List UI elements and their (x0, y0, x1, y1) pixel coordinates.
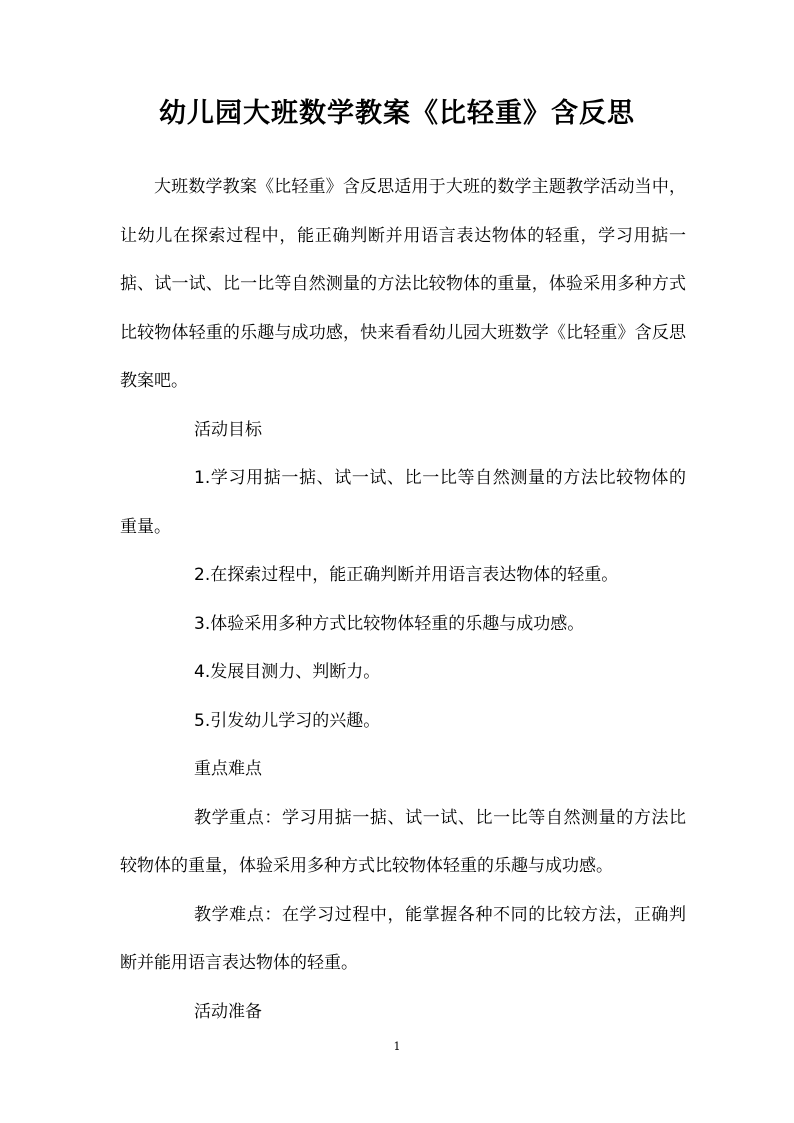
document-body (120, 163, 686, 1036)
section-heading-goals: 活动目标 (194, 419, 262, 440)
goal-item-2: 2.在探索过程中，能正确判断并用语言表达物体的轻重。 (194, 565, 619, 585)
goal-item-4: 4.发展目测力、判断力。 (194, 662, 381, 682)
goal-item-3: 3.体验采用多种方式比较物体轻重的乐趣与成功感。 (194, 613, 585, 634)
section-heading-preparation: 活动准备 (194, 1001, 262, 1022)
teaching-focus-paragraph: 教学重点：学习用掂一掂、试一试、比一比等自然测量的方法比较物体的重量，体验采用多种方式比较物体轻重的乐趣与成功感。 (120, 807, 686, 876)
teaching-difficulty-paragraph: 教学难点：在学习过程中，能掌握各种不同的比较方法，正确判断并能用语言表达物体的轻重。 (120, 904, 686, 973)
goal-item-5: 5.引发幼儿学习的兴趣。 (194, 710, 381, 731)
intro-paragraph: 大班数学教案《比轻重》含反思适用于大班的数学主题教学活动当中，让幼儿在探索过程中，能正确判断并用语言表达物体的轻重，学习用掂一掂、试一试、比一比等自然测量的方法比较物体的重量，体验采用多种方式比较物体轻重的乐趣与成功感，快来看看幼儿园大班数学《比轻重》含反思教案吧。 (120, 177, 686, 391)
section-heading-key-points: 重点难点 (194, 759, 262, 779)
goal-item-1: 1.学习用掂一掂、试一试、比一比等自然测量的方法比较物体的重量。 (120, 468, 686, 537)
document-title: 幼儿园大班数学教案《比轻重》含反思 (159, 98, 635, 129)
page-number: 1 (393, 1040, 401, 1053)
